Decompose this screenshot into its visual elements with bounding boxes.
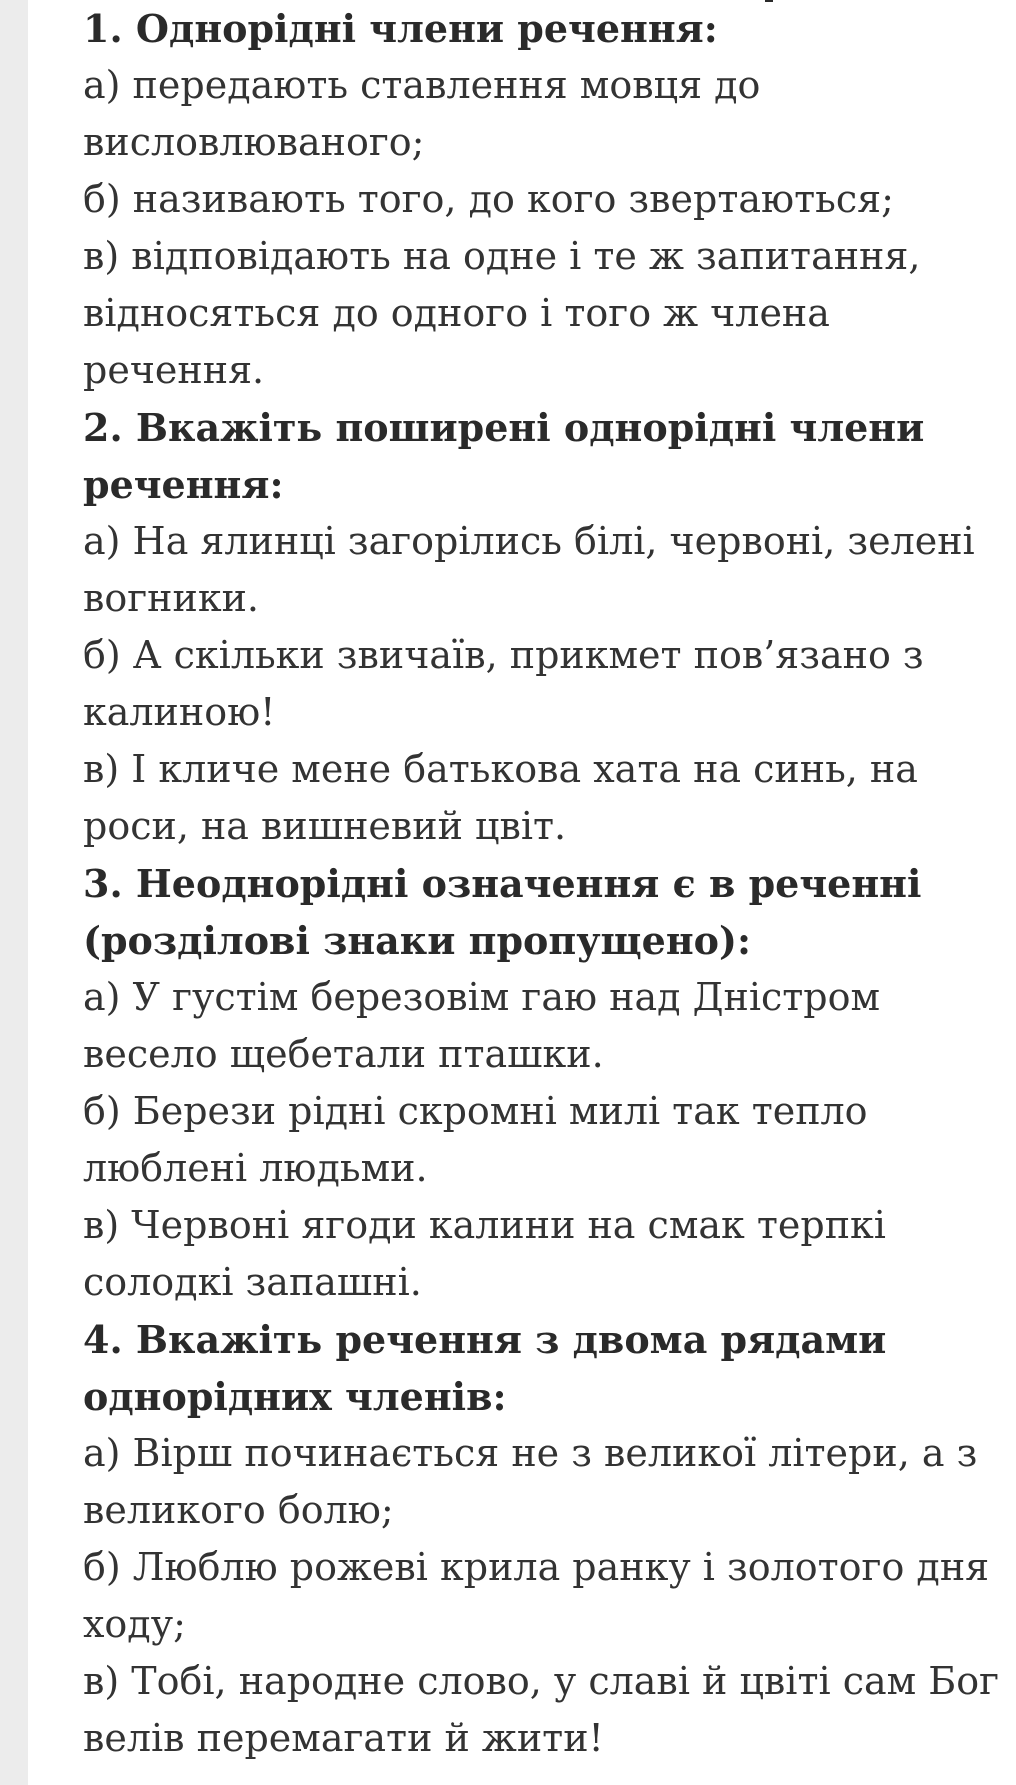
option-text: б) Люблю рожеві крила ранку і золотого дня — [83, 1545, 990, 1589]
question-title: речення: — [83, 462, 284, 507]
option-c — [83, 228, 1008, 399]
question-title: 3. Неоднорідні означення є в реченні — [83, 861, 922, 906]
option-text: ходу; — [83, 1602, 186, 1646]
option-a — [83, 1425, 1008, 1539]
option-a — [83, 969, 1008, 1083]
question-title: однорідних членів: — [83, 1374, 507, 1419]
option-text: а) У густім березовім гаю над Дністром — [83, 975, 881, 1019]
option-text: в) І кличе мене батькова хата на синь, на — [83, 747, 918, 791]
option-text: речення. — [83, 348, 265, 392]
question-title: 4. Вкажіть речення з двома рядами — [83, 1317, 887, 1362]
option-text: великого болю; — [83, 1488, 394, 1532]
option-a — [83, 57, 1008, 171]
option-text: в) Червоні ягоди калини на смак терпкі — [83, 1203, 886, 1247]
option-text: б) Берези рідні скромні милі так тепло — [83, 1089, 868, 1133]
question-1 — [83, 0, 1008, 399]
option-c — [83, 741, 1008, 855]
option-b — [83, 1539, 1008, 1653]
question-3 — [83, 855, 1008, 1311]
option-text: роси, на вишневий цвіт. — [83, 804, 567, 848]
option-a — [83, 513, 1008, 627]
option-b — [83, 171, 1008, 228]
option-text: в) Тобі, народне слово, у славі й цвіті сам Бог — [83, 1659, 999, 1703]
option-c — [83, 1197, 1008, 1311]
option-text: а) На ялинці загорілись білі, червоні, зелені — [83, 519, 975, 563]
option-b — [83, 627, 1008, 741]
option-text: а) Вірш починається не з великої літери, а з — [83, 1431, 978, 1475]
question-2 — [83, 399, 1008, 855]
option-text: люблені людьми. — [83, 1146, 428, 1190]
option-text: б) називають того, до кого звертаються; — [83, 177, 894, 221]
option-b — [83, 1083, 1008, 1197]
option-text: калиною! — [83, 690, 276, 734]
option-text: велів перемагати й жити! — [83, 1716, 604, 1760]
left-margin-strip — [0, 0, 28, 1785]
question-4 — [83, 1311, 1008, 1767]
quiz-content — [83, 0, 1008, 1767]
option-text: солодкі запашні. — [83, 1260, 422, 1304]
option-text: вогники. — [83, 576, 259, 620]
option-text: відносяться до одного і того ж члена — [83, 291, 830, 335]
option-text: висловлюваного; — [83, 120, 425, 164]
question-title: (розділові знаки пропущено): — [83, 918, 751, 963]
question-title: 1. Однорідні члени речення: — [83, 6, 718, 51]
option-text: б) А скільки звичаїв, прикмет пов’язано з — [83, 633, 924, 677]
option-text: а) передають ставлення мовця до — [83, 63, 761, 107]
option-c — [83, 1653, 1008, 1767]
option-text: в) відповідають на одне і те ж запитання, — [83, 234, 921, 278]
question-title: 2. Вкажіть поширені однорідні члени — [83, 405, 925, 450]
option-text: весело щебетали пташки. — [83, 1032, 604, 1076]
